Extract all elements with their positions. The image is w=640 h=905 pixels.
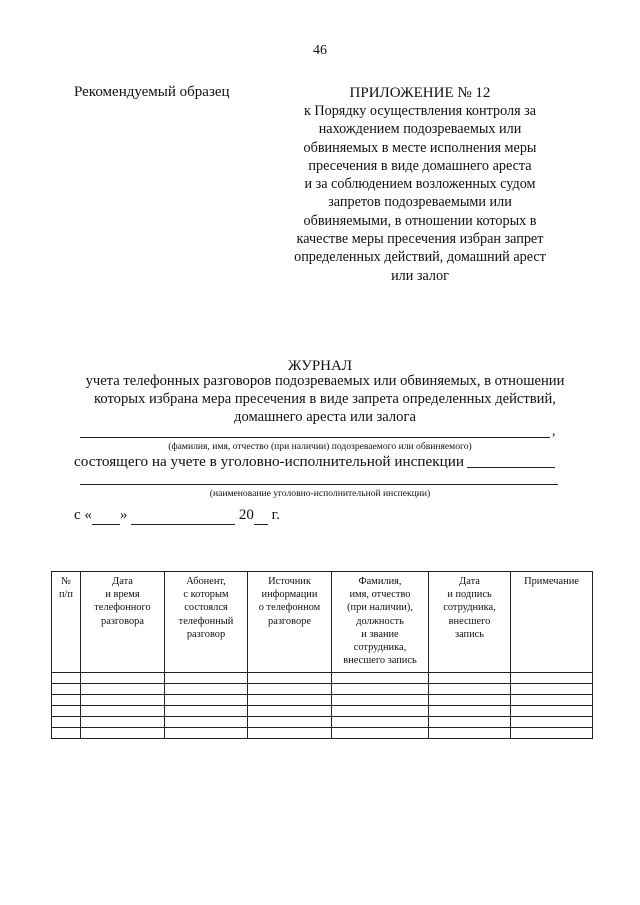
col-header-line: Фамилия, (358, 576, 402, 587)
journal-subtitle-line: домашнего ареста или залога (234, 409, 416, 425)
col-header-line: Источник (268, 576, 311, 587)
table-cell (511, 706, 593, 717)
table-cell (52, 728, 81, 739)
appendix-text (280, 102, 560, 285)
registered-text: состоящего на учете в уголовно-исполнительной инспекции (74, 453, 464, 470)
col-header-datetime (81, 572, 165, 673)
col-header-line: внесшего запись (343, 655, 417, 667)
table-cell (248, 684, 332, 695)
table-cell (248, 673, 332, 684)
date-prefix: с « (74, 507, 92, 523)
table-row (52, 695, 593, 706)
month-blank (131, 507, 235, 525)
appendix-block (280, 84, 560, 285)
col-header-officer-name (332, 572, 429, 673)
inspection-caption: (наименование уголовно-исполнительной инспекции) (209, 488, 431, 499)
table-cell (52, 706, 81, 717)
appendix-line: запретов подозреваемыми или (328, 194, 512, 211)
col-header-line: и подпись (447, 589, 492, 601)
appendix-line: обвиняемыми, в отношении которых в (303, 212, 537, 229)
page-number: 46 (313, 43, 327, 58)
table-cell (332, 728, 429, 739)
col-header-line: имя, отчество (349, 589, 411, 601)
date-mid: » (119, 507, 128, 523)
appendix-line: к Порядку осуществления контроля за (303, 103, 537, 119)
table-cell (332, 684, 429, 695)
col-header-line: о телефонном (258, 602, 321, 614)
inspection-fill-line-short (467, 467, 555, 468)
table-cell (165, 706, 248, 717)
appendix-line: обвиняемых в месте исполнения меры (303, 139, 537, 156)
col-header-line: (при наличии), (347, 602, 413, 614)
table-row (52, 684, 593, 695)
col-header-line: информации (261, 589, 318, 601)
name-line-comma: , (552, 424, 556, 439)
date-row (74, 507, 280, 525)
table-cell (511, 717, 593, 728)
name-fill-line (80, 437, 550, 438)
journal-subtitle (70, 372, 580, 426)
table-cell (429, 728, 511, 739)
col-header-line: запись (454, 628, 485, 640)
col-header-line: сотрудника, (443, 602, 496, 614)
table-cell (81, 706, 165, 717)
table-cell (81, 673, 165, 684)
journal-table (51, 571, 593, 739)
journal-subtitle-line: учета телефонных разговоров подозреваемых или обвиняемых, в отношении (85, 373, 565, 389)
table-row (52, 728, 593, 739)
col-header-line: Дата (459, 576, 480, 587)
table-cell (165, 728, 248, 739)
table-cell (81, 695, 165, 706)
col-header-line: разговоре (268, 615, 311, 627)
journal-title: ЖУРНАЛ (287, 358, 353, 374)
table-cell (429, 717, 511, 728)
table-cell (248, 728, 332, 739)
col-header-line: и звание (361, 628, 399, 640)
table-cell (52, 695, 81, 706)
date-suffix: г. (271, 507, 280, 523)
year-blank (254, 507, 268, 525)
table-cell (332, 673, 429, 684)
table-cell (332, 695, 429, 706)
journal-subtitle-line: которых избрана мера пресечения в виде запрета определенных действий, (94, 391, 556, 407)
appendix-line: или залог (391, 267, 449, 284)
table-cell (511, 728, 593, 739)
appendix-line: качестве меры пресечения избран запрет (296, 231, 544, 248)
table-cell (332, 706, 429, 717)
table-cell (81, 717, 165, 728)
col-header-number (52, 572, 81, 673)
table-cell (511, 673, 593, 684)
appendix-line: нахождением подозреваемых или (318, 121, 522, 138)
table-cell (165, 684, 248, 695)
table-cell (511, 684, 593, 695)
table-cell (165, 673, 248, 684)
table-row (52, 717, 593, 728)
col-header-line: должность (356, 615, 404, 627)
date-year-prefix: 20 (238, 507, 254, 523)
appendix-line: определенных действий, домашний арест (294, 249, 546, 266)
table-cell (81, 684, 165, 695)
col-header-line: внесшего (448, 615, 491, 627)
col-header-line: сотрудника, (353, 642, 407, 654)
col-header-line: Абонент, (186, 576, 226, 587)
appendix-line: и за соблюдением возложенных судом (304, 176, 536, 193)
col-header-line: № (61, 576, 71, 587)
table-cell (248, 695, 332, 706)
table-row (52, 706, 593, 717)
inspection-fill-line (80, 484, 558, 485)
col-header-line: состоялся (184, 602, 228, 614)
col-header-source (248, 572, 332, 673)
table-cell (81, 728, 165, 739)
col-header-line: телефонного (94, 602, 151, 614)
col-header-line: разговор (186, 628, 226, 640)
col-header-line: п/п (58, 589, 73, 601)
table-cell (511, 695, 593, 706)
col-header-subscriber (165, 572, 248, 673)
table-cell (165, 695, 248, 706)
col-header-line: Примечание (524, 576, 579, 587)
appendix-title: ПРИЛОЖЕНИЕ № 12 (349, 85, 491, 101)
day-blank (92, 507, 120, 525)
table-cell (52, 673, 81, 684)
table-cell (165, 717, 248, 728)
table-row (52, 673, 593, 684)
col-header-line: разговора (101, 615, 144, 627)
table-cell (429, 673, 511, 684)
col-header-note (511, 572, 593, 673)
table-cell (429, 684, 511, 695)
col-header-line: Дата (112, 576, 133, 587)
table-cell (52, 717, 81, 728)
name-caption: (фамилия, имя, отчество (при наличии) подозреваемого или обвиняемого) (168, 441, 472, 452)
col-header-line: телефонный (178, 615, 234, 627)
recommended-sample-label: Рекомендуемый образец (74, 84, 230, 100)
col-header-date-signature (429, 572, 511, 673)
table-cell (248, 717, 332, 728)
table-cell (429, 695, 511, 706)
col-header-line: с которым (183, 589, 229, 601)
table-cell (332, 717, 429, 728)
table-header-row (52, 572, 593, 673)
table-cell (52, 684, 81, 695)
table-cell (248, 706, 332, 717)
table-cell (429, 706, 511, 717)
col-header-line: и время (105, 589, 140, 601)
appendix-line: пресечения в виде домашнего ареста (308, 157, 532, 174)
